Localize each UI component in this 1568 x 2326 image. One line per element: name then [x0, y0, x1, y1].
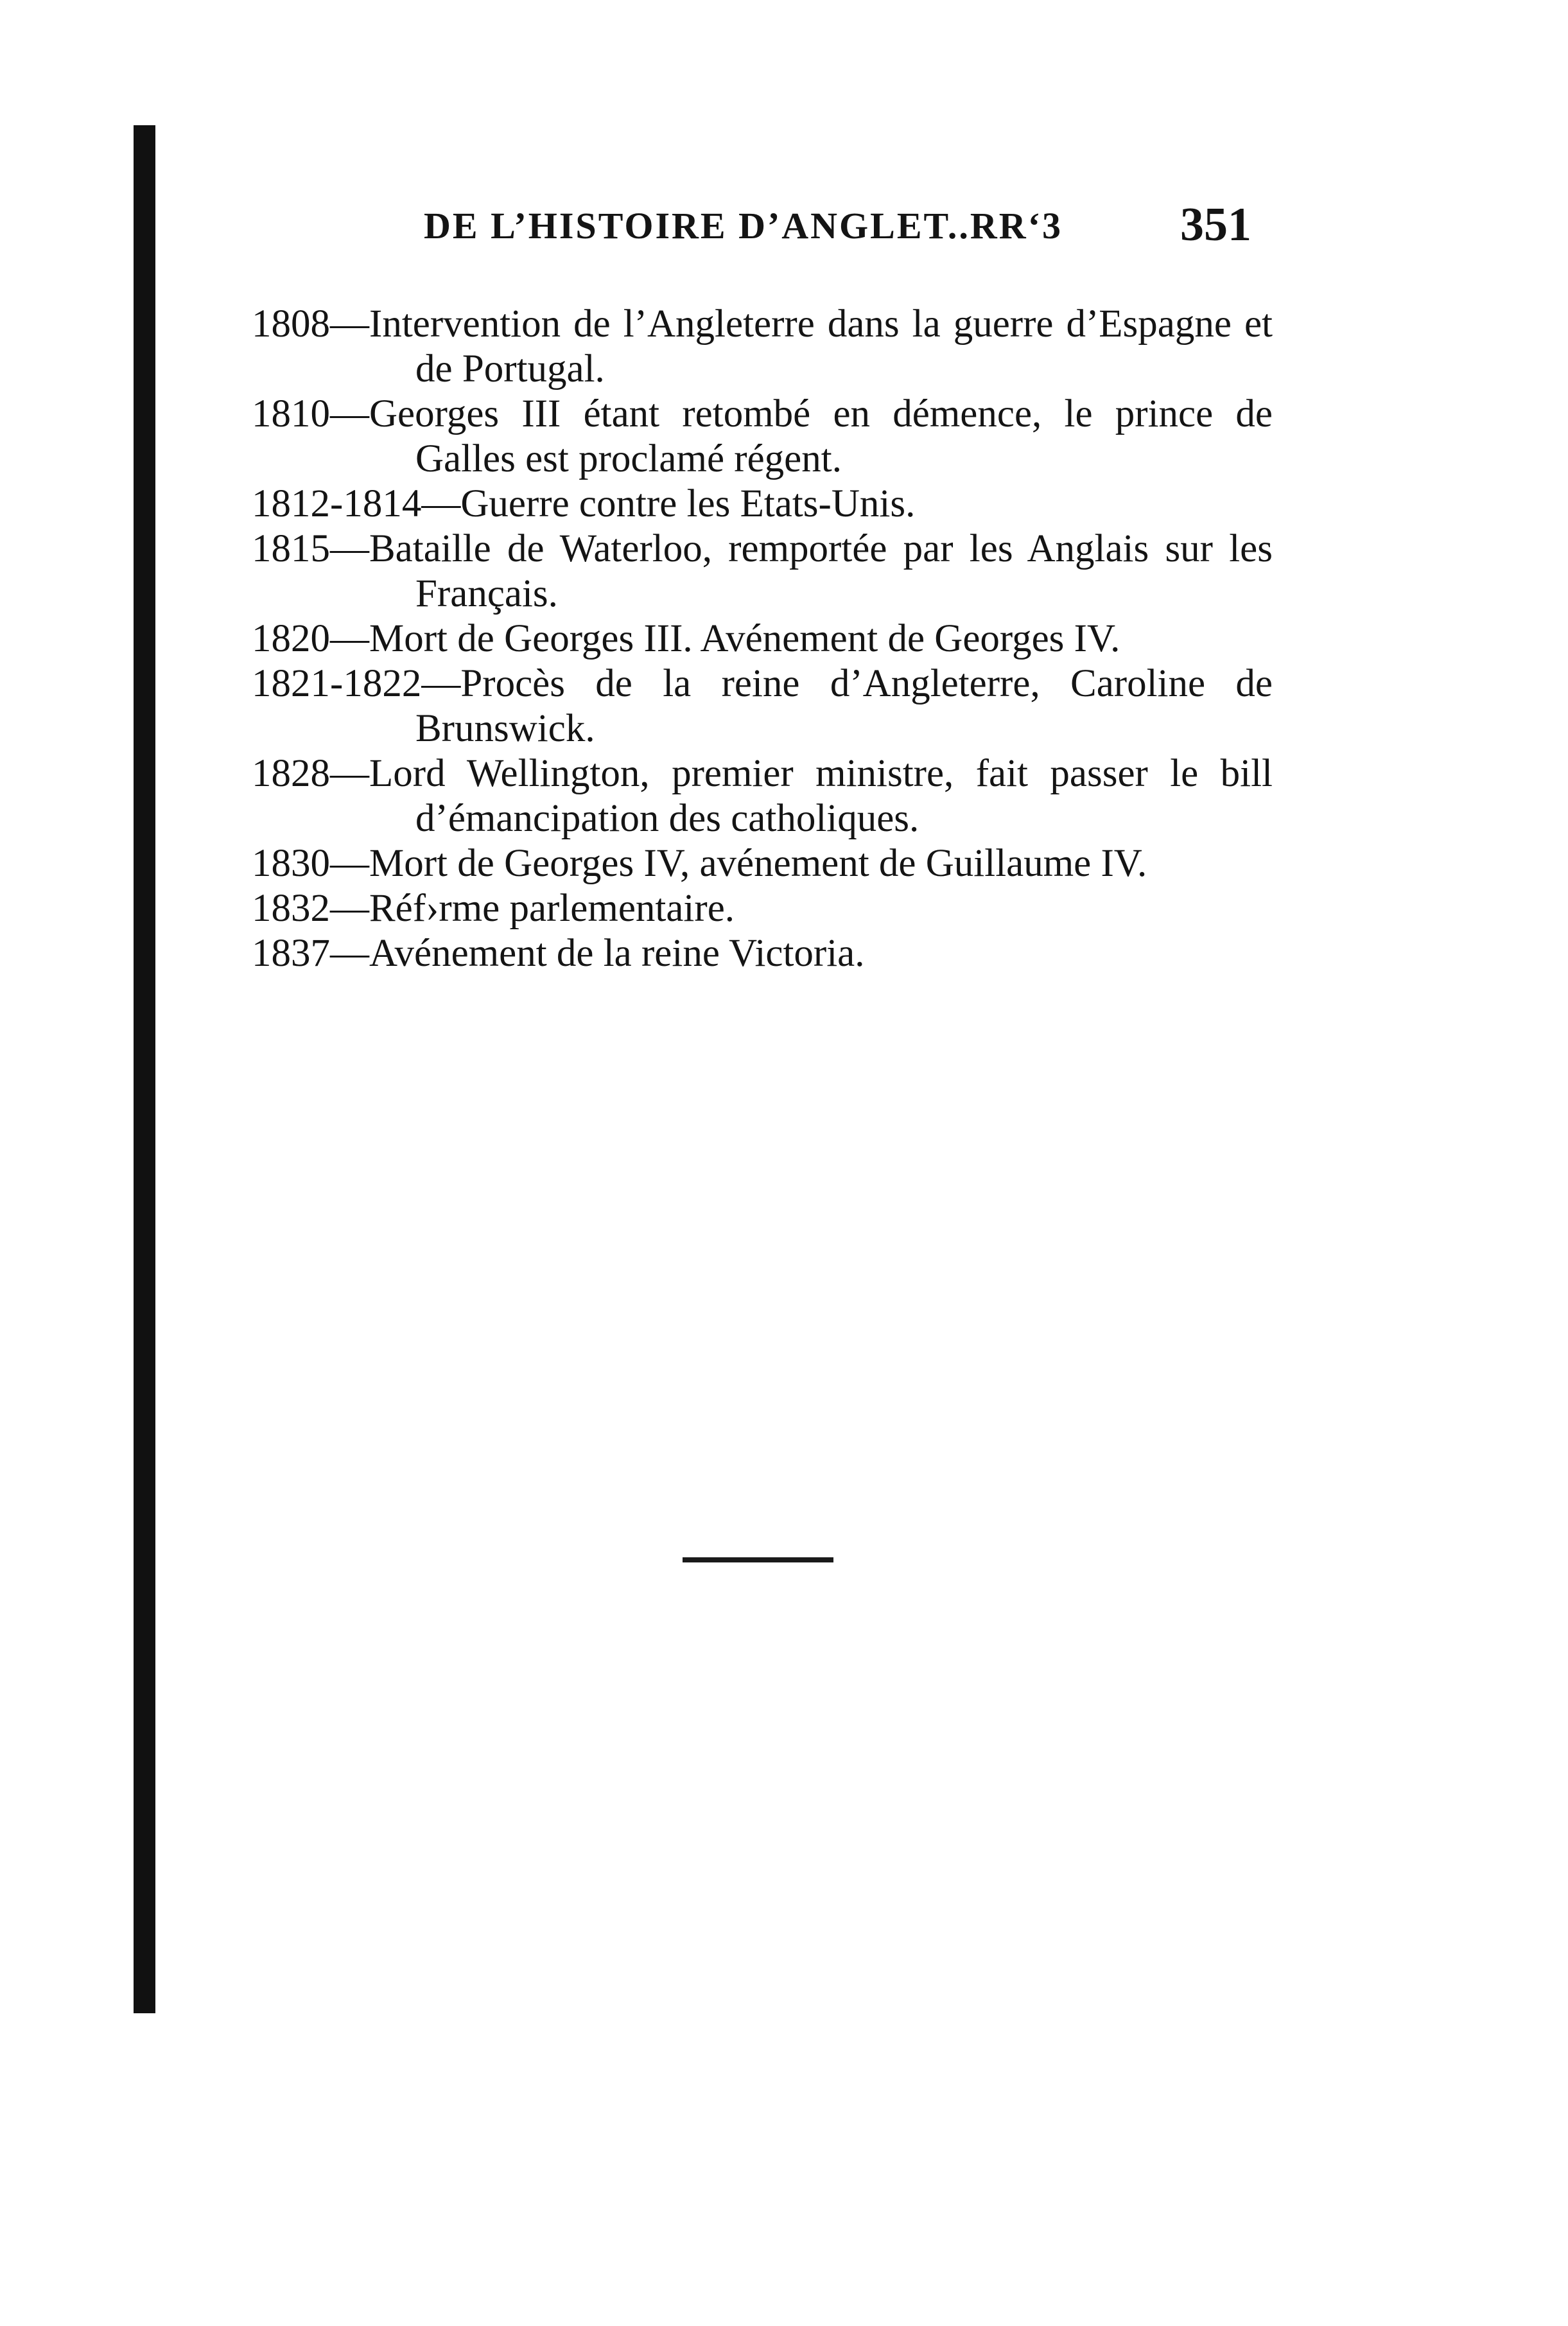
- list-item: [252, 931, 1273, 976]
- list-item: [252, 661, 1273, 751]
- list-item: [252, 302, 1273, 392]
- page-number: 351: [1180, 198, 1251, 251]
- list-item: [252, 392, 1273, 482]
- entry-text: Procès de la reine d’Angleterre, Caroline de Brunswick.: [415, 662, 1273, 750]
- entry-year: 1808—: [252, 302, 369, 345]
- list-item: [252, 886, 1273, 931]
- entry-year: 1830—: [252, 842, 369, 885]
- entry-year: 1837—: [252, 932, 369, 975]
- running-title: DE L’HISTOIRE D’ANGLET..RR‘3: [424, 205, 1063, 247]
- entry-text: Guerre contre les Etats-Unis.: [460, 482, 916, 525]
- list-item: [252, 482, 1273, 527]
- entry-text: Lord Wellington, premier ministre, fait passer le bill d’émancipation des catholiques.: [369, 752, 1273, 840]
- binding-edge: [134, 125, 155, 2013]
- entry-year: 1828—: [252, 752, 369, 795]
- entry-year: 1810—: [252, 392, 369, 435]
- list-item: [252, 841, 1273, 886]
- entry-text: Avénement de la reine Victoria.: [369, 932, 865, 975]
- chronology-list: [252, 302, 1273, 976]
- entry-year: 1832—: [252, 887, 369, 930]
- section-end-rule: [683, 1557, 833, 1562]
- entry-text: Mort de Georges IV, avénement de Guillaume IV.: [369, 842, 1147, 885]
- entry-year: 1812-1814—: [252, 482, 461, 525]
- entry-text: Bataille de Waterloo, remportée par les Anglais sur les Français.: [369, 527, 1273, 615]
- list-item: [252, 751, 1273, 841]
- entry-text: Intervention de l’Angleterre dans la guerre d’Espagne et de Portugal.: [369, 302, 1273, 390]
- list-item: [252, 616, 1273, 661]
- entry-text: Mort de Georges III. Avénement de Georges IV.: [369, 617, 1120, 660]
- entry-text: Réf›rme parlementaire.: [369, 887, 735, 930]
- entry-text: Georges III étant retombé en démence, le prince de Galles est proclamé régent.: [369, 392, 1273, 480]
- entry-year: 1820—: [252, 617, 369, 660]
- list-item: [252, 527, 1273, 616]
- entry-year: 1815—: [252, 527, 369, 570]
- entry-year: 1821-1822—: [252, 662, 461, 705]
